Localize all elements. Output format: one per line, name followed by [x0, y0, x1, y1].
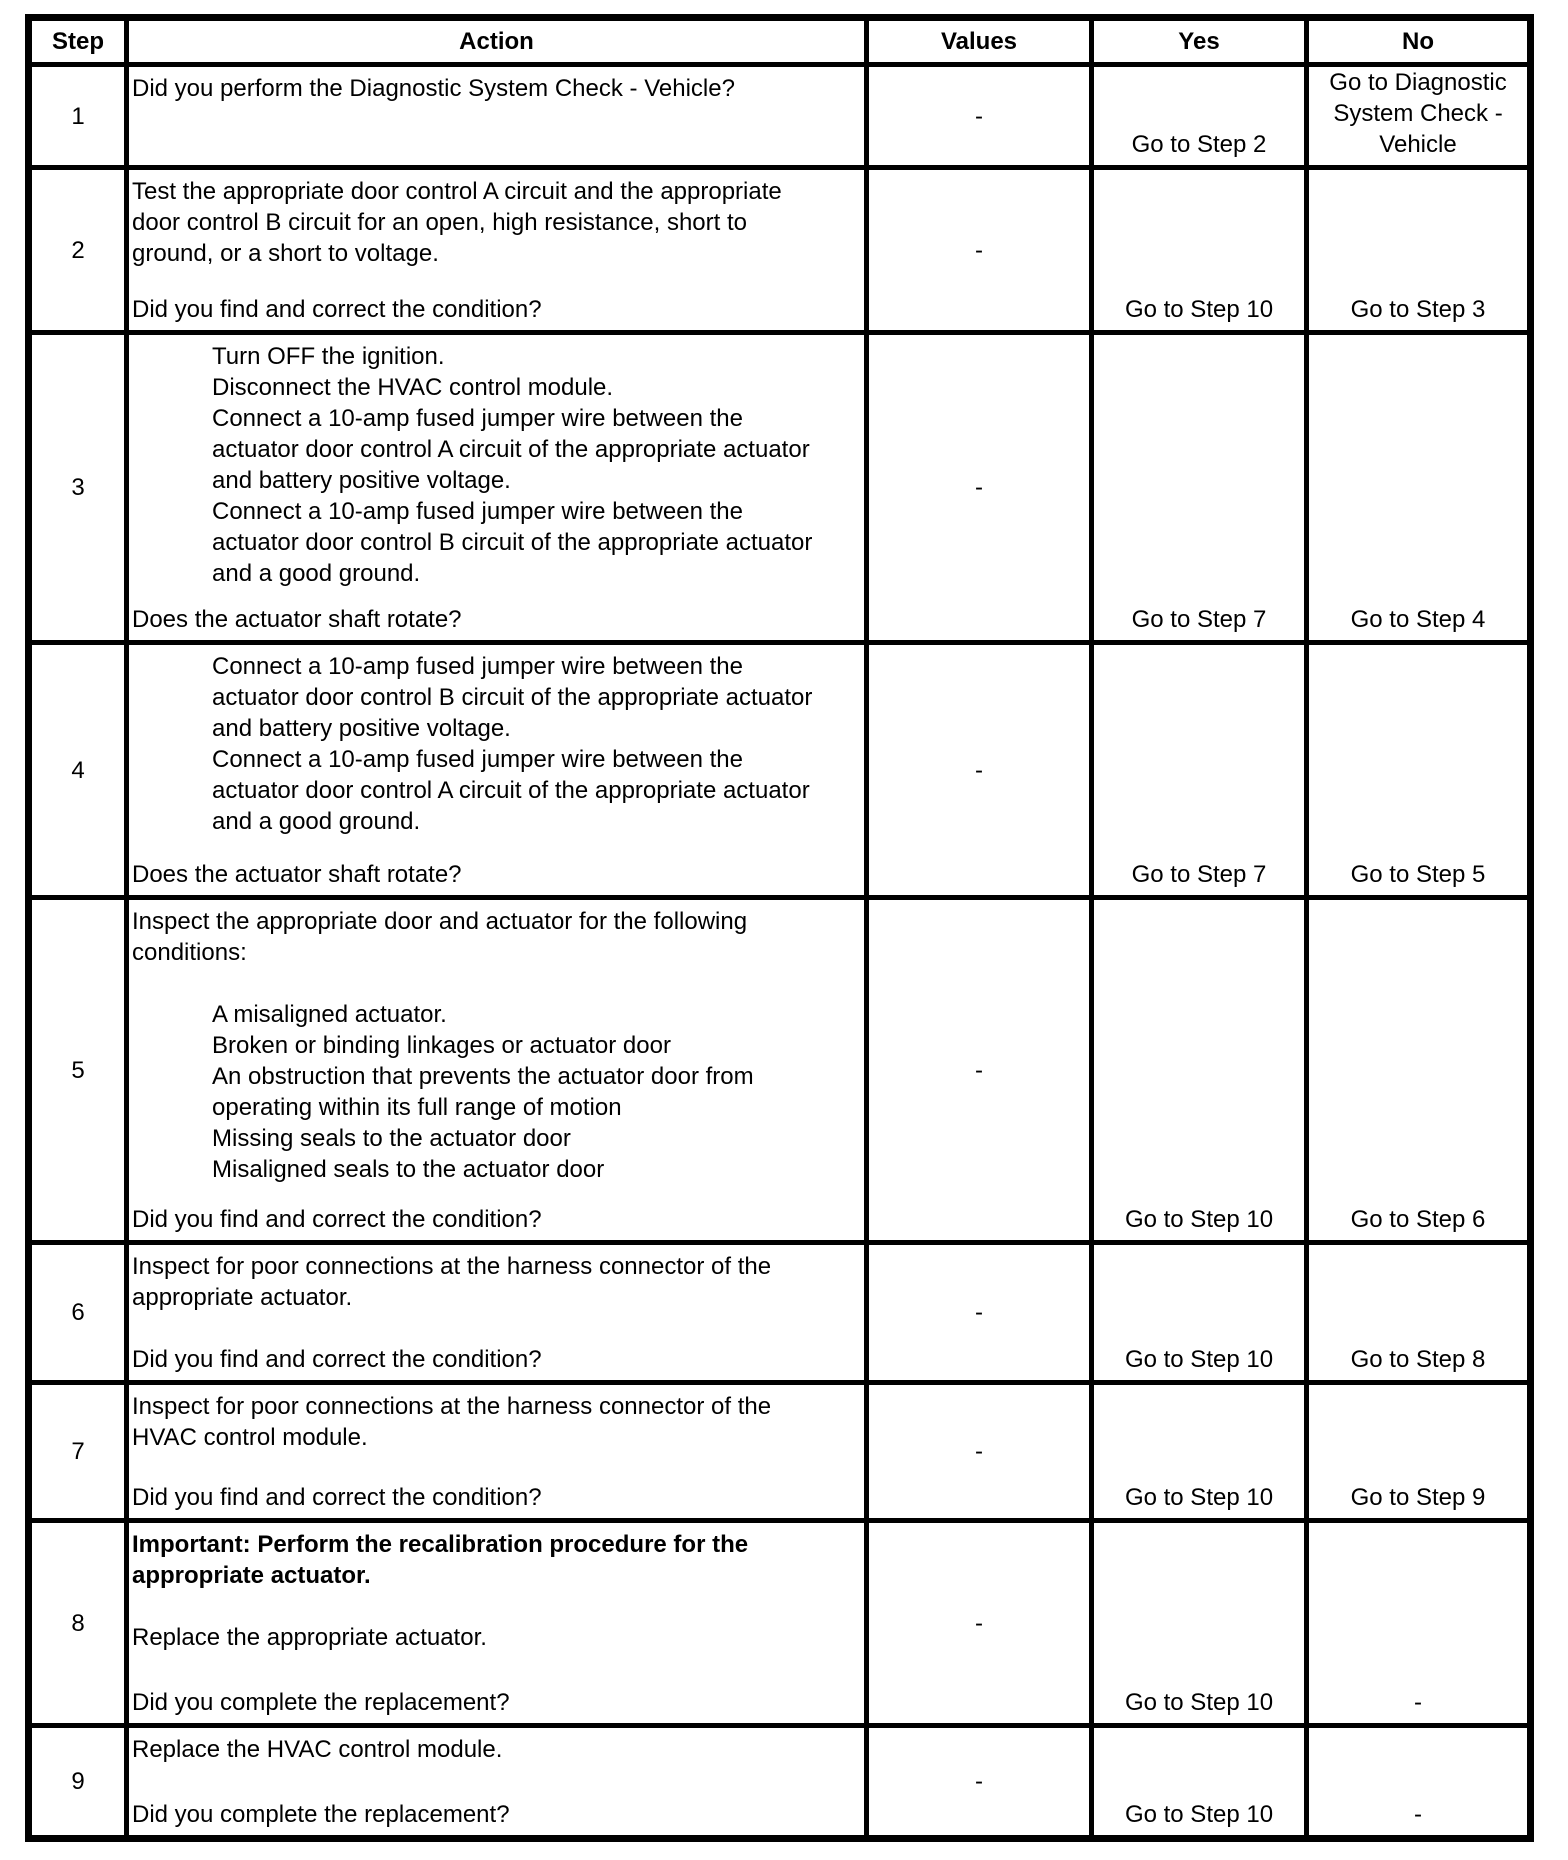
no-cell: Go to Step 9: [1307, 1383, 1531, 1521]
step-cell: 6: [29, 1243, 127, 1383]
action-cell: [127, 898, 867, 1243]
yes-cell: Go to Step 10: [1092, 1243, 1307, 1383]
yes-cell: Go to Step 10: [1092, 168, 1307, 333]
action-text: Inspect for poor connections at the harness connector of the HVAC control module.: [132, 1393, 772, 1451]
step-cell: 5: [29, 898, 127, 1243]
action-question: Does the actuator shaft rotate?: [132, 606, 462, 633]
yes-cell: Go to Step 2: [1092, 65, 1307, 168]
step-cell: 1: [29, 65, 127, 168]
values-cell: -: [867, 1383, 1092, 1521]
no-cell: Go to Step 6: [1307, 898, 1531, 1243]
action-question: Did you find and correct the condition?: [132, 1484, 542, 1511]
table-row: [29, 65, 1531, 168]
table-row: [29, 333, 1531, 643]
action-text: Important: Perform the recalibration procedure for the appropriate actuator. Replace the appropriate actuator.: [132, 1531, 749, 1651]
action-cell: [127, 1383, 867, 1521]
step-cell: 7: [29, 1383, 127, 1521]
values-cell: -: [867, 898, 1092, 1243]
action-cell: [127, 168, 867, 333]
action-text: Inspect the appropriate door and actuator for the following conditions: A misaligned actuator. Broken or binding linkages or actuator door An obstruction that prevents the actuator door from operating within its full range of motion Missing seals to the actuator door Misaligned seals to the actuator door: [132, 908, 754, 1183]
step-cell: 9: [29, 1726, 127, 1839]
action-cell: [127, 643, 867, 898]
yes-cell: Go to Step 10: [1092, 1383, 1307, 1521]
no-cell: Go to Step 8: [1307, 1243, 1531, 1383]
column-header-action: Action: [127, 18, 867, 65]
yes-cell: Go to Step 10: [1092, 1521, 1307, 1726]
action-cell: [127, 1243, 867, 1383]
action-text: Connect a 10-amp fused jumper wire between the actuator door control B circuit of the appropriate actuator and battery positive voltage. Connect a 10-amp fused jumper wire between the actuator door control A circuit of the appropriate actuator and a good ground.: [212, 653, 813, 835]
action-cell: [127, 1726, 867, 1839]
step-cell: 4: [29, 643, 127, 898]
table-row: [29, 1521, 1531, 1726]
no-cell: Go to Step 5: [1307, 643, 1531, 898]
action-text: Test the appropriate door control A circuit and the appropriate door control B circuit for an open, high resistance, short to ground, or a short to voltage.: [132, 178, 782, 267]
action-question: Did you find and correct the condition?: [132, 1206, 542, 1233]
yes-cell: Go to Step 7: [1092, 643, 1307, 898]
action-question: Does the actuator shaft rotate?: [132, 861, 462, 888]
no-cell: -: [1307, 1726, 1531, 1839]
action-question: Did you find and correct the condition?: [132, 1346, 542, 1373]
column-header-values: Values: [867, 18, 1092, 65]
values-cell: -: [867, 1521, 1092, 1726]
values-cell: -: [867, 168, 1092, 333]
action-cell: [127, 65, 867, 168]
table-row: [29, 643, 1531, 898]
values-cell: -: [867, 65, 1092, 168]
action-question: Did you complete the replacement?: [132, 1801, 510, 1828]
yes-cell: Go to Step 10: [1092, 1726, 1307, 1839]
table-body: [29, 65, 1531, 1839]
step-cell: 3: [29, 333, 127, 643]
action-text: Did you perform the Diagnostic System Check - Vehicle?: [132, 75, 735, 102]
header-row: [29, 18, 1531, 65]
no-cell: Go to Step 3: [1307, 168, 1531, 333]
table-row: [29, 1726, 1531, 1839]
action-text: Turn OFF the ignition. Disconnect the HVAC control module. Connect a 10-amp fused jumper wire between the actuator door control A circuit of the appropriate actuator and battery positive voltage. Connect a 10-amp fused jumper wire between the actuator door control B circuit of the appropriate actuator and a good ground.: [212, 343, 813, 587]
values-cell: -: [867, 333, 1092, 643]
column-header-step: Step: [29, 18, 127, 65]
yes-cell: Go to Step 10: [1092, 898, 1307, 1243]
no-cell: Go to Step 4: [1307, 333, 1531, 643]
column-header-no: No: [1307, 18, 1531, 65]
column-header-yes: Yes: [1092, 18, 1307, 65]
table-row: [29, 168, 1531, 333]
step-cell: 2: [29, 168, 127, 333]
action-cell: [127, 1521, 867, 1726]
values-cell: -: [867, 1243, 1092, 1383]
action-text: Replace the HVAC control module.: [132, 1736, 503, 1763]
action-cell: [127, 333, 867, 643]
no-cell: Go to Diagnostic System Check - Vehicle: [1307, 65, 1531, 168]
no-cell: -: [1307, 1521, 1531, 1726]
action-text: Inspect for poor connections at the harness connector of the appropriate actuator.: [132, 1253, 772, 1311]
action-question: Did you complete the replacement?: [132, 1689, 510, 1716]
table-row: [29, 898, 1531, 1243]
action-question: Did you find and correct the condition?: [132, 296, 542, 323]
values-cell: -: [867, 643, 1092, 898]
yes-cell: Go to Step 7: [1092, 333, 1307, 643]
table-row: [29, 1383, 1531, 1521]
values-cell: -: [867, 1726, 1092, 1839]
step-cell: 8: [29, 1521, 127, 1726]
table-row: [29, 1243, 1531, 1383]
diagnostic-table: [25, 14, 1534, 1842]
